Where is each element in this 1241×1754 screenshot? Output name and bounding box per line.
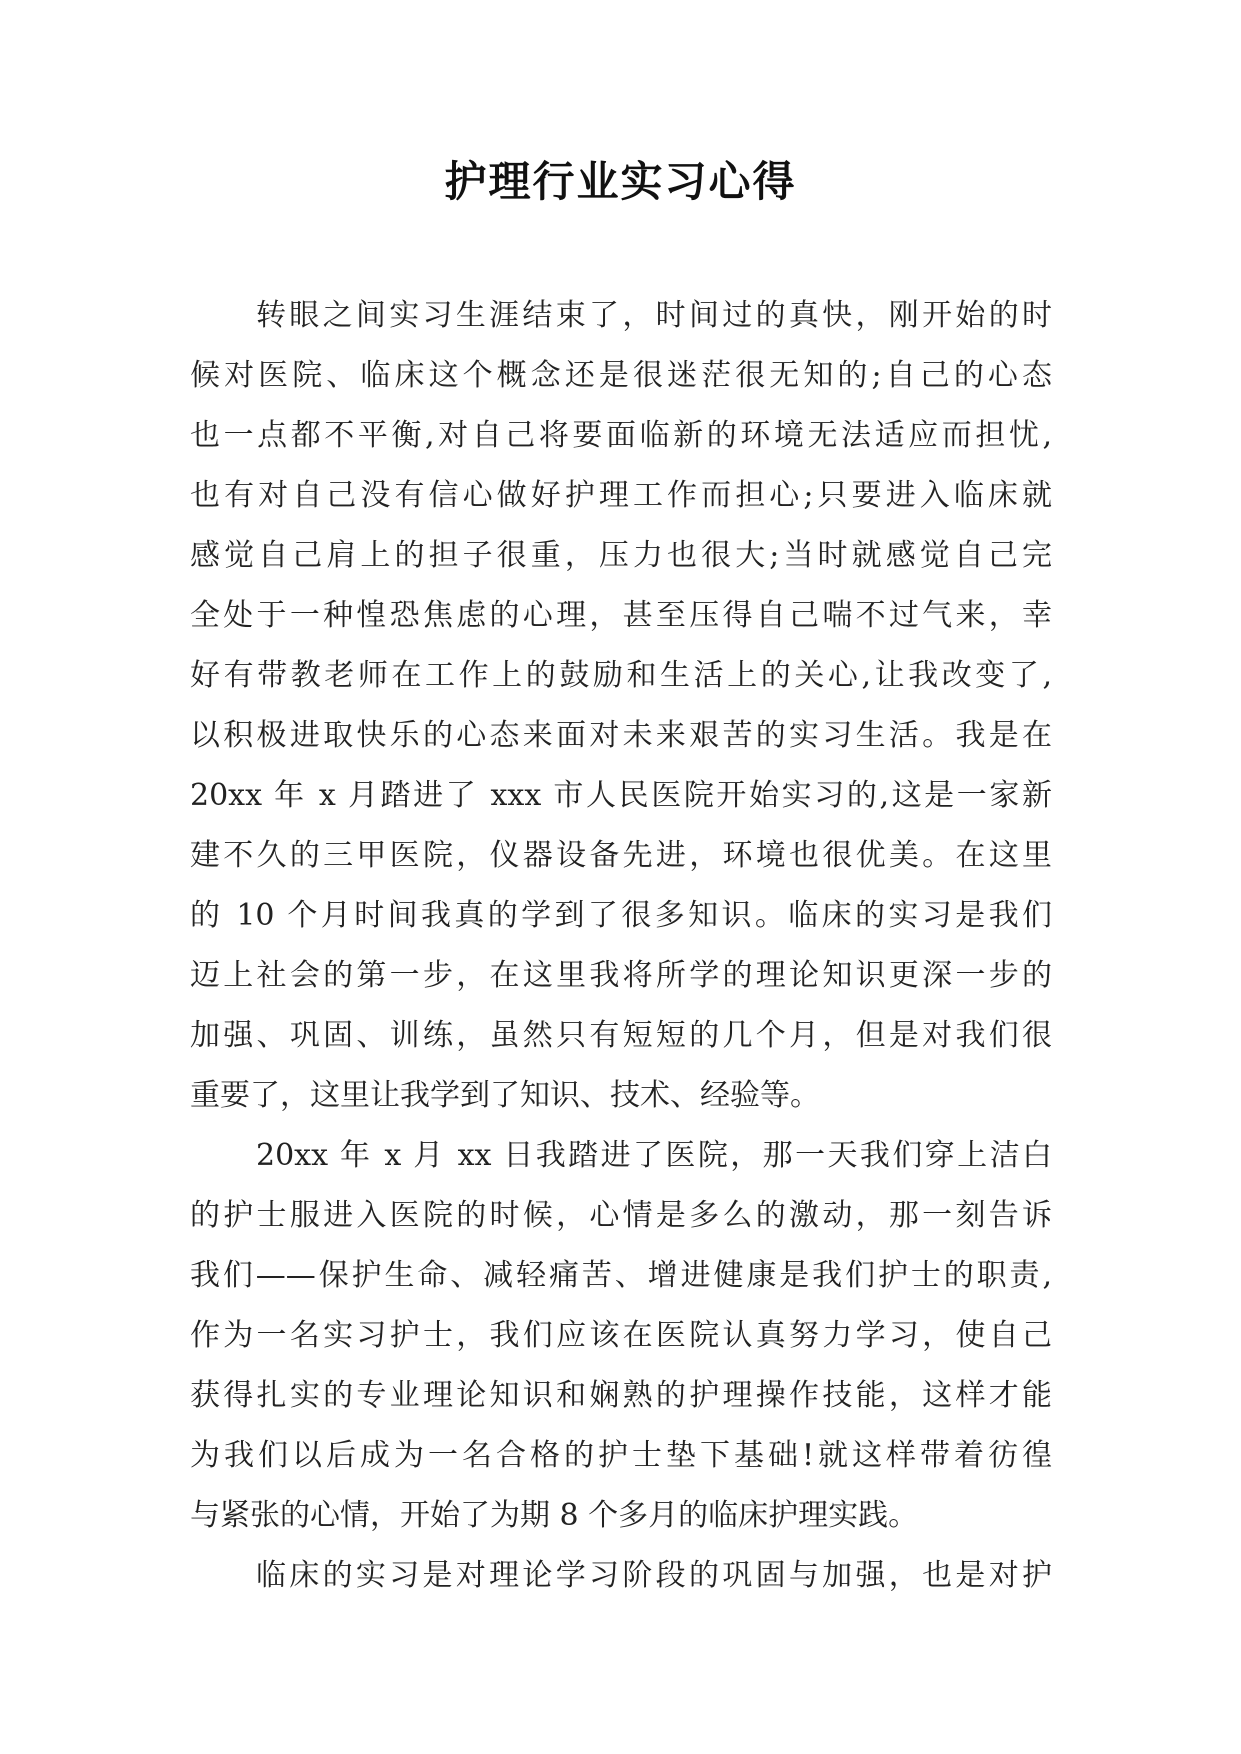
- text-line: 20xx 年 x 月 xx 日我踏进了医院，那一天我们穿上洁白: [256, 1138, 1052, 1173]
- text-line: 全处于一种惶恐焦虑的心理，甚至压得自己喘不过气来，幸: [190, 598, 1052, 633]
- text-line: 也有对自己没有信心做好护理工作而担心;只要进入临床就: [190, 478, 1052, 513]
- text-line: 重要了，这里让我学到了知识、技术、经验等。: [190, 1078, 820, 1113]
- text-line: 建不久的三甲医院，仪器设备先进，环境也很优美。在这里: [190, 838, 1052, 873]
- text-line: 为我们以后成为一名合格的护士垫下基础!就这样带着彷徨: [190, 1438, 1052, 1473]
- text-line: 感觉自己肩上的担子很重，压力也很大;当时就感觉自己完: [190, 538, 1052, 573]
- text-line: 转眼之间实习生涯结束了，时间过的真快，刚开始的时: [256, 298, 1052, 333]
- text-line: 好有带教老师在工作上的鼓励和生活上的关心,让我改变了,: [190, 658, 1052, 693]
- text-line: 20xx 年 x 月踏进了 xxx 市人民医院开始实习的,这是一家新: [190, 778, 1052, 813]
- document-title: 护理行业实习心得: [444, 157, 797, 206]
- text-line: 迈上社会的第一步，在这里我将所学的理论知识更深一步的: [190, 958, 1052, 993]
- text-line: 作为一名实习护士，我们应该在医院认真努力学习，使自己: [190, 1318, 1052, 1353]
- document-body: [190, 286, 1052, 1606]
- text-line: 的护士服进入医院的时候，心情是多么的激动，那一刻告诉: [190, 1198, 1052, 1233]
- text-line: 临床的实习是对理论学习阶段的巩固与加强，也是对护: [256, 1558, 1052, 1593]
- text-line: 以积极进取快乐的心态来面对未来艰苦的实习生活。我是在: [190, 718, 1052, 753]
- text-line: 我们——保护生命、减轻痛苦、增进健康是我们护士的职责,: [190, 1258, 1052, 1293]
- text-line: 获得扎实的专业理论知识和娴熟的护理操作技能，这样才能: [190, 1378, 1052, 1413]
- text-line: 与紧张的心情，开始了为期 8 个多月的临床护理实践。: [190, 1498, 919, 1533]
- text-line: 也一点都不平衡,对自己将要面临新的环境无法适应而担忧,: [190, 418, 1052, 453]
- text-line: 候对医院、临床这个概念还是很迷茫很无知的;自己的心态: [190, 358, 1052, 393]
- text-line: 加强、巩固、训练，虽然只有短短的几个月，但是对我们很: [190, 1018, 1052, 1053]
- text-line: 的 10 个月时间我真的学到了很多知识。临床的实习是我们: [190, 898, 1052, 933]
